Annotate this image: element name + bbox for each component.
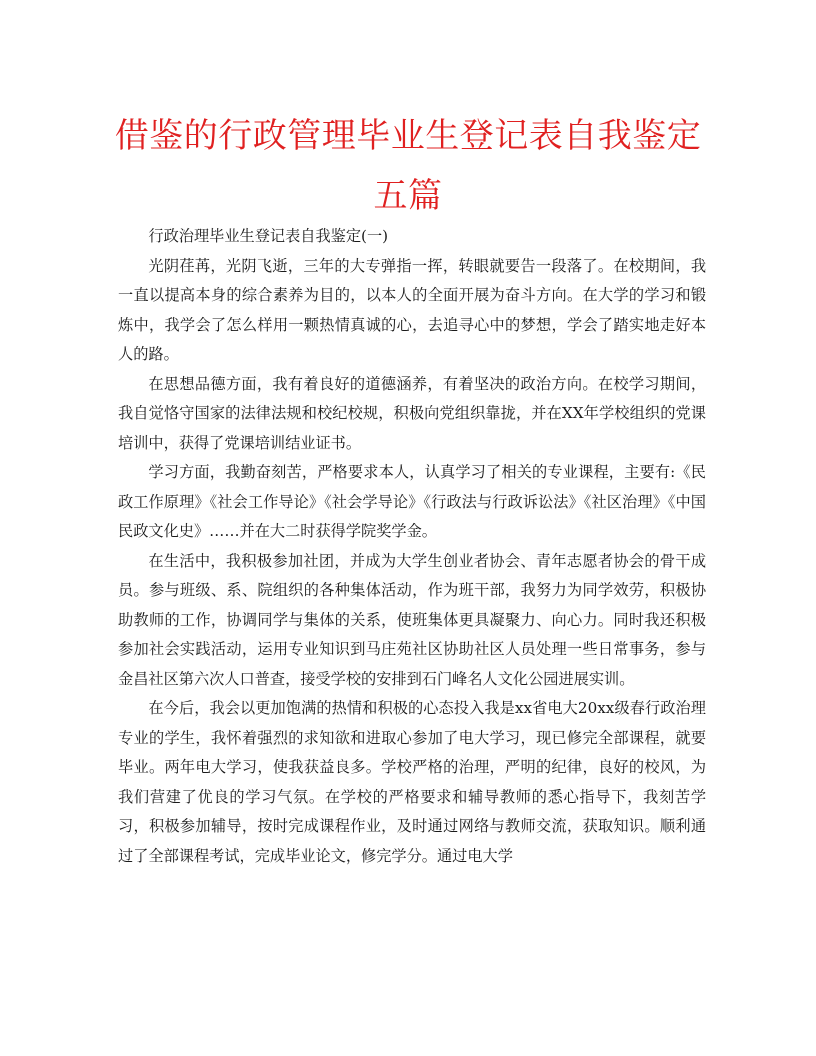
paragraph-future: 在今后，我会以更加饱满的热情和积极的心态投入我是xx省电大20xx级春行政治理专业的学生，我怀着强烈的求知欲和进取心参加了电大学习，现已修完全部课程，就要毕业。两年电大学习，使我获益良多。学校严格的治理，严明的纪律，良好的校风，为我们营建了优良的学习气氛。在学校的严格要求和辅导教师的悉心指导下，我刻苦学习，积极参加辅导，按时完成课程作业，及时通过网络与教师交流，获取知识。顺利通过了全部课程考试，完成毕业论文，修完学分。通过电大学 (118, 699, 706, 865)
paragraph-moral: 在思想品德方面，我有着良好的道德涵养，有着坚决的政治方向。在校学习期间，我自觉恪守国家的法律法规和校纪校规，积极向党组织靠拢，并在XX年学校组织的党课培训中，获得了党课培训结业证书。 (118, 374, 706, 452)
document-title: 借鉴的行政管理毕业生登记表自我鉴定五篇 (114, 116, 702, 216)
document-body (118, 222, 706, 871)
paragraph-life: 在生活中，我积极参加社团，并成为大学生创业者协会、青年志愿者协会的骨干成员。参与班级、系、院组织的各种集体活动，作为班干部，我努力为同学效劳，积极协助教师的工作，协调同学与集体的关系，使班集体更具凝聚力、向心力。同时我还积极参加社会实践活动，运用专业知识到马庄苑社区协助社区人员处理一些日常事务，参与金昌社区第六次人口普查，接受学校的安排到石门峰名人文化公园进展实训。 (118, 551, 706, 688)
section-heading: 行政治理毕业生登记表自我鉴定(一) (148, 227, 389, 245)
paragraph-intro: 光阴荏苒，光阴飞逝，三年的大专弹指一挥，转眼就要告一段落了。在校期间，我一直以提高本身的综合素养为目的，以本人的全面开展为奋斗方向。在大学的学习和锻炼中，我学会了怎么样用一颗热情真诚的心，去追寻心中的梦想，学会了踏实地走好本人的路。 (118, 256, 706, 363)
paragraph-study: 学习方面，我勤奋刻苦，严格要求本人，认真学习了相关的专业课程，主要有:《民政工作原理》《社会工作导论》《社会学导论》《行政法与行政诉讼法》《社区治理》《中国民政文化史》……并在大二时获得学院奖学金。 (118, 463, 706, 540)
